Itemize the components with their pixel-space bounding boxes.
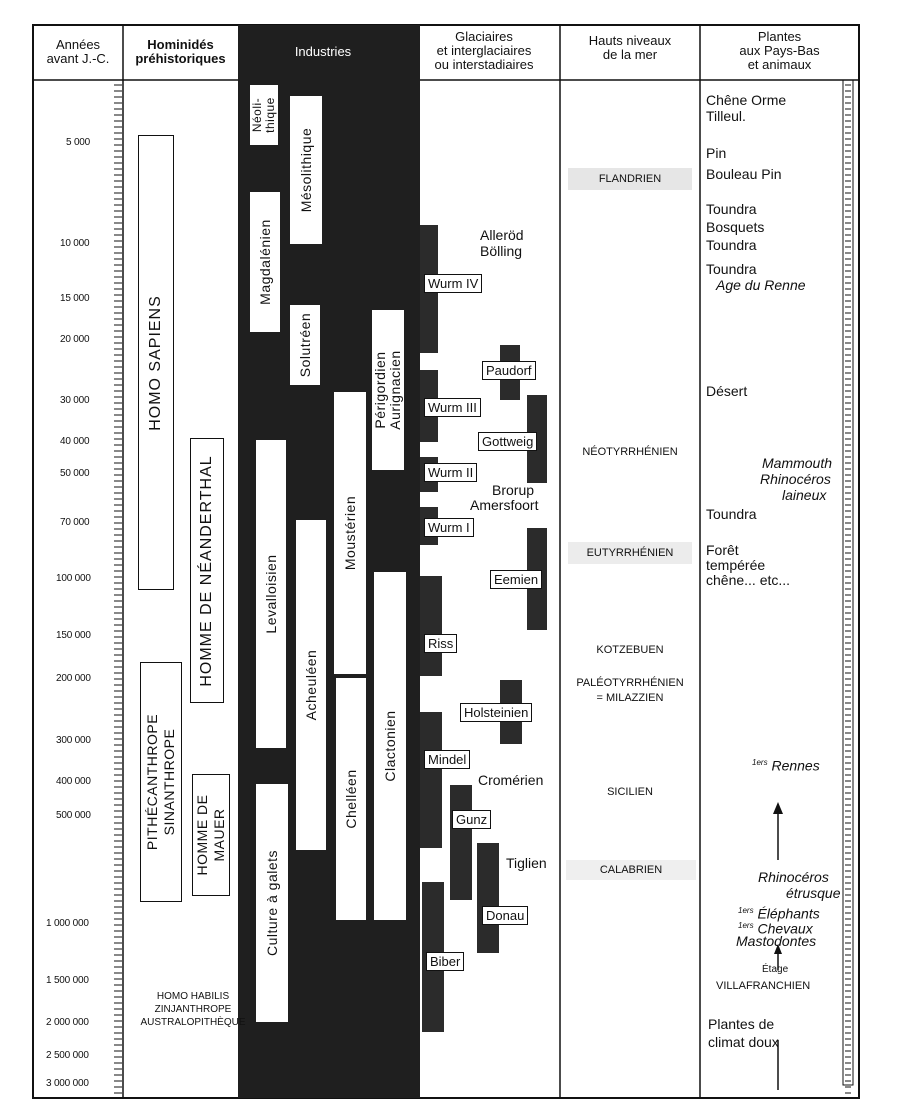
solutreen-box <box>290 305 320 385</box>
plantes-climat-label-1: Plantes de <box>708 1016 775 1032</box>
perigordien-label <box>373 350 403 429</box>
milazzien-label: = MILAZZIEN <box>596 692 664 704</box>
age-renne-label: Age du Renne <box>716 277 806 293</box>
sinanthrope-line2: SINANTHROPE <box>161 728 177 836</box>
desert-label: Désert <box>706 383 748 399</box>
rennes-prefix: 1ers <box>752 758 768 767</box>
pithecanthrope-line1: PITHÉCANTHROPE <box>144 713 160 851</box>
year-label: 2 500 000 <box>46 1050 89 1061</box>
header-plantes-line2: aux Pays-Bas <box>739 43 820 58</box>
toundra-label-3: Toundra <box>706 261 757 277</box>
bouleau-pin-label: Bouleau Pin <box>706 166 782 182</box>
pithecanthrope-box <box>140 662 182 902</box>
toundra-label-4: Toundra <box>706 506 757 522</box>
gottweig-label: Gottweig <box>478 432 537 451</box>
brorup-label: Brorup <box>492 482 535 498</box>
mauer-line1: HOMME DE <box>194 794 210 876</box>
header-annees-line1: Années <box>55 37 101 52</box>
chelleen-label: Chelléen <box>343 769 359 829</box>
header-mer-line2: de la mer <box>602 47 658 62</box>
magdalenien-box <box>250 192 280 332</box>
header-annees-line2: avant J.-C. <box>46 51 110 66</box>
biber-label: Biber <box>426 952 464 971</box>
eemien-label: Eemien <box>490 570 542 589</box>
pithecanthrope-label <box>144 714 178 850</box>
header-glaciaires-line3: ou interstadiaires <box>434 57 534 72</box>
year-label: 5 000 <box>66 137 91 148</box>
year-label: 3 000 000 <box>46 1078 89 1089</box>
laineux-label: laineux <box>782 487 827 503</box>
paleotyrrhenien-label: PALÉOTYRRHÉNIEN <box>576 677 684 689</box>
glacial-bar-riss <box>420 576 442 676</box>
year-label: 1 000 000 <box>46 918 89 929</box>
riss-label: Riss <box>424 634 457 653</box>
neanderthal-label: HOMME DE NÉANDERTHAL <box>198 454 215 687</box>
acheuleen-box <box>296 520 326 850</box>
kotzebuen-label: KOTZEBUEN <box>596 644 664 656</box>
flandrien-label: FLANDRIEN <box>568 168 692 190</box>
year-label: 100 000 <box>56 573 91 584</box>
year-label: 400 000 <box>56 776 91 787</box>
year-label: 200 000 <box>56 673 91 684</box>
header-plantes-line1: Plantes <box>757 29 802 44</box>
solutreen-label: Solutréen <box>297 312 313 378</box>
mesolithique-label: Mésolithique <box>298 127 314 213</box>
magdalenien-label: Magdalénien <box>257 219 273 305</box>
mastodontes-label: Mastodontes <box>736 933 817 949</box>
year-label: 500 000 <box>56 810 91 821</box>
year-label: 300 000 <box>56 735 91 746</box>
header-glaciaires-line2: et interglaciaires <box>436 43 532 58</box>
tiglien-label: Tiglien <box>506 855 547 871</box>
year-label: 40 000 <box>60 436 90 447</box>
chevaux-prefix: 1ers <box>738 921 754 930</box>
homo-sapiens-box <box>138 135 174 590</box>
mauer-label <box>194 795 228 876</box>
mindel-label: Mindel <box>424 750 470 769</box>
header-hominides <box>123 38 238 66</box>
clactonien-label: Clactonien <box>382 710 398 782</box>
rhino-etrusque-label-1: Rhinocéros <box>758 869 829 885</box>
villafranchien-label: VILLAFRANCHIEN <box>716 980 811 992</box>
toundra-label-2: Toundra <box>706 237 757 253</box>
toundra-label-1: Toundra <box>706 201 757 217</box>
gunz-label: Gunz <box>452 810 491 829</box>
mousterien-label: Moustérien <box>342 495 358 571</box>
header-industries-text: Industries <box>294 44 352 59</box>
rennes-label <box>752 755 820 774</box>
mousterien-box <box>334 392 366 674</box>
year-label: 10 000 <box>60 238 90 249</box>
year-label: 1 500 000 <box>46 975 89 986</box>
neolithique-label <box>251 97 277 133</box>
wurm1-label: Wurm I <box>424 518 474 537</box>
donau-label: Donau <box>482 906 528 925</box>
header-glaciaires <box>408 30 560 72</box>
aurignacien-line2: Aurignacien <box>387 350 403 430</box>
elephants-prefix: 1ers <box>738 906 754 915</box>
sicilien-label: SICILIEN <box>607 786 653 798</box>
year-label: 2 000 000 <box>46 1017 89 1028</box>
header-plantes-line3: et animaux <box>747 57 812 72</box>
eutyrrhenien-label: EUTYRRHÉNIEN <box>568 542 692 564</box>
galets-label: Culture à galets <box>264 849 280 957</box>
foret-label: Forêt <box>706 542 739 558</box>
bosquets-label: Bosquets <box>706 219 765 235</box>
rhino-etrusque-label-2: étrusque <box>786 885 841 901</box>
chevaux-text: Chevaux <box>757 920 813 937</box>
clactonien-box <box>374 572 406 920</box>
cromerien-label: Cromérien <box>478 772 544 788</box>
elephants-text: Éléphants <box>757 905 820 922</box>
habilis-line1: HOMO HABILIS <box>156 991 230 1002</box>
tilleul-label: Tilleul. <box>706 108 746 124</box>
neanderthal-box <box>190 438 224 703</box>
wurm3-label: Wurm III <box>424 398 481 417</box>
allerod-label: Alleröd <box>480 227 524 243</box>
year-label: 70 000 <box>60 517 90 528</box>
perigordien-line1: Périgordien <box>372 351 388 429</box>
header-mer-line1: Hauts niveaux <box>588 33 672 48</box>
calabrien-label: CALABRIEN <box>566 860 696 880</box>
year-label: 20 000 <box>60 334 90 345</box>
homo-sapiens-label: HOMO SAPIENS <box>147 294 164 431</box>
header-hominides-line1: Hominidés <box>147 37 214 52</box>
galets-box <box>256 784 288 1022</box>
header-glaciaires-line1: Glaciaires <box>455 29 513 44</box>
year-label: 30 000 <box>60 395 90 406</box>
etage-label: Étage <box>762 964 789 975</box>
chene-orme-label: Chêne Orme <box>706 92 787 108</box>
levalloisien-label: Levalloisien <box>263 554 279 634</box>
wurm4-label: Wurm IV <box>424 274 482 293</box>
amersfoort-label: Amersfoort <box>470 497 539 513</box>
chene-etc-label: chêne... etc... <box>706 572 791 588</box>
header-plantes <box>700 30 859 72</box>
homo-habilis-label <box>138 990 248 1029</box>
neolithique-box <box>250 85 278 145</box>
header-industries <box>238 45 408 59</box>
year-label: 150 000 <box>56 630 91 641</box>
glacial-bar-gunz <box>450 785 472 900</box>
plantes-climat-label-2: climat doux <box>708 1034 779 1050</box>
bolling-label: Bölling <box>480 243 523 259</box>
mesolithique-box <box>290 96 322 244</box>
header-mer <box>560 34 700 62</box>
year-label: 50 000 <box>60 468 90 479</box>
temperee-label: tempérée <box>706 557 766 573</box>
neolithique-line1: Néoli- <box>250 97 264 133</box>
neolithique-line2: thique <box>263 97 277 133</box>
mauer-box <box>192 774 230 896</box>
year-label: 15 000 <box>60 293 90 304</box>
paudorf-label: Paudorf <box>482 361 536 380</box>
pin-label: Pin <box>706 145 727 161</box>
header-hominides-line2: préhistoriques <box>135 51 226 66</box>
wurm2-label: Wurm II <box>424 463 477 482</box>
mammouth-label: Mammouth <box>762 455 833 471</box>
rhinoceros-label: Rhinocéros <box>760 471 831 487</box>
glacial-bar-donau <box>477 843 499 953</box>
header-annees <box>33 38 123 66</box>
rennes-text: Rennes <box>771 757 820 774</box>
chelleen-box <box>336 678 366 920</box>
mauer-line2: MAUER <box>211 808 227 862</box>
levalloisien-box <box>256 440 286 748</box>
perigordien-box <box>372 310 404 470</box>
acheuleen-label: Acheuléen <box>303 649 319 721</box>
neotyrrhenien-label: NÉOTYRRHÉNIEN <box>582 446 678 458</box>
habilis-line2: ZINJANTHROPE <box>154 1004 232 1015</box>
habilis-line3: AUSTRALOPITHÈQUE <box>140 1017 246 1028</box>
glacial-bar-mindel <box>420 712 442 848</box>
holsteinien-label: Holsteinien <box>460 703 532 722</box>
